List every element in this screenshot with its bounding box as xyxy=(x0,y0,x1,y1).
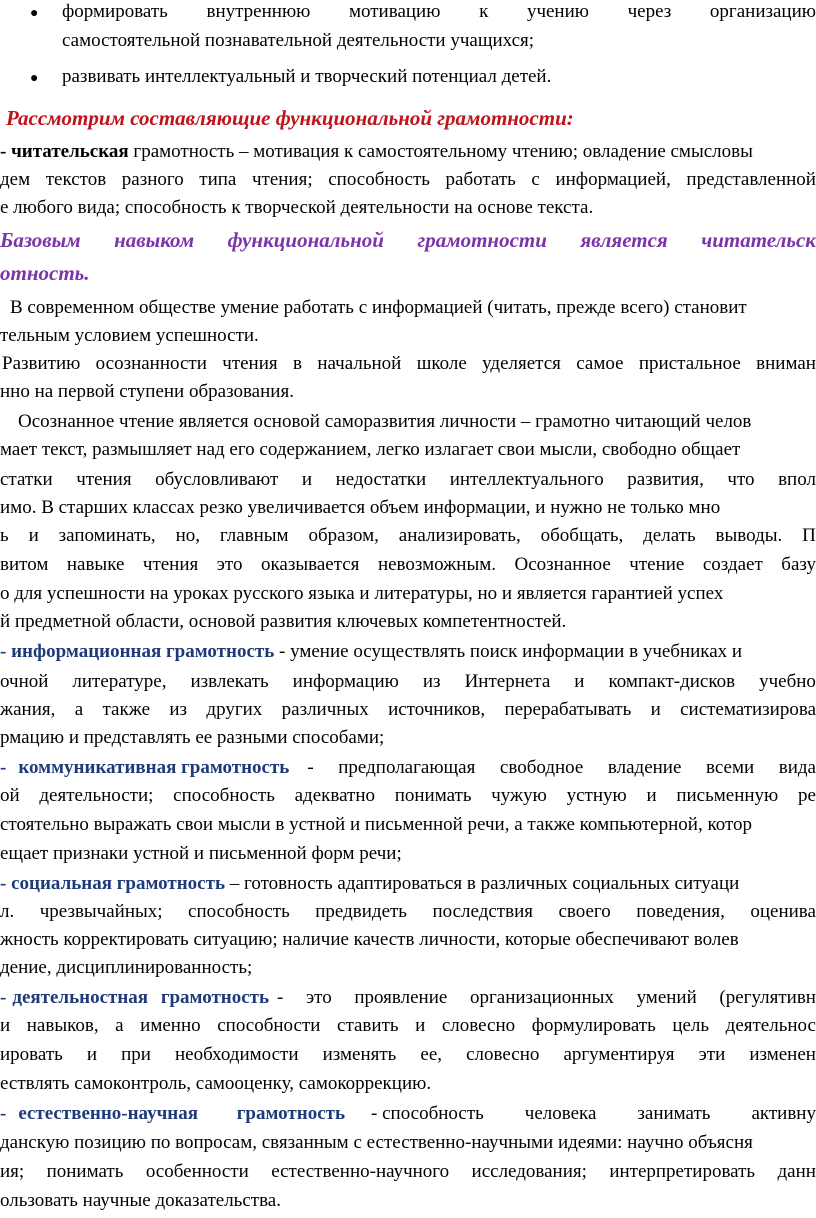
science-literacy-line-2: данскую позицию по вопросам, связанным с естественно-научными идеями: научно объясня xyxy=(0,1132,753,1153)
word: начальной xyxy=(317,353,402,374)
paragraph-1-line-2: тельным условием успешности. xyxy=(0,325,259,346)
word: словесно xyxy=(441,1015,516,1036)
word: вида xyxy=(778,757,816,778)
word: способность xyxy=(188,901,290,922)
paragraph-3-line-1: Осознанное чтение является основой саморазвития личности – грамотно читающий челов xyxy=(18,411,752,432)
word: витом xyxy=(0,554,49,575)
word: читательск xyxy=(701,228,816,252)
word: - способность xyxy=(371,1103,484,1124)
word: П xyxy=(802,525,816,546)
word: и xyxy=(0,1015,11,1036)
word: поведения, xyxy=(636,901,725,922)
word: делать xyxy=(643,525,696,546)
word: ее, xyxy=(420,1044,443,1065)
paragraph-3-line-8: й предметной области, основой развития ключевых компетентностей. xyxy=(0,611,567,632)
word: информацией, xyxy=(555,169,671,190)
word: деятельности; xyxy=(39,785,154,806)
paragraph-3-line-2: мает текст, размышляет над его содержанием, легко излагает свои мысли, свободно общает xyxy=(0,439,741,460)
reading-literacy-line-2 xyxy=(0,168,816,192)
word: разного xyxy=(121,169,184,190)
word: впол xyxy=(778,469,816,490)
word: деятельнос xyxy=(725,1015,816,1036)
social-literacy-line-1 xyxy=(0,872,739,896)
word: систематизирова xyxy=(680,699,816,720)
list-dash: - xyxy=(0,1103,7,1124)
section-heading: Рассмотрим составляющие функциональной грамотности: xyxy=(6,106,574,130)
word: занимать xyxy=(637,1103,711,1124)
word: последствия xyxy=(432,901,533,922)
word: перерабатывать xyxy=(504,699,632,720)
science-literacy-line-4: ользовать научные доказательства. xyxy=(0,1190,281,1211)
word: именно xyxy=(140,1015,201,1036)
word: через xyxy=(627,1,672,22)
word: изменен xyxy=(749,1044,816,1065)
word: недостатки xyxy=(335,469,427,490)
word: навыком xyxy=(114,228,195,252)
word: пристальное xyxy=(638,353,741,374)
word: активну xyxy=(751,1103,816,1124)
comm-literacy-line-4: ещает признаки устной и письменной форм речи; xyxy=(0,843,402,864)
word: с xyxy=(531,169,540,190)
word: навыке xyxy=(66,554,125,575)
word: Развитию xyxy=(2,353,81,374)
word: эти xyxy=(698,1044,726,1065)
word: анализировать, xyxy=(398,525,521,546)
reading-literacy-line-1 xyxy=(0,140,753,164)
word: понимать xyxy=(394,785,472,806)
word: организацию xyxy=(709,1,816,22)
social-literacy-line-4: дение, дисциплинированность; xyxy=(0,957,253,978)
info-literacy-line-1 xyxy=(0,640,742,664)
paragraph-1-line-1: В современном обществе умение работать с информацией (читать, прежде всего) становит xyxy=(10,297,747,318)
word: информацию xyxy=(292,671,399,692)
word: вниман xyxy=(756,353,816,374)
info-literacy-line-4: рмацию и представлять ее разными способами; xyxy=(0,727,385,748)
word: умений xyxy=(636,987,697,1008)
social-literacy-line-3: жность корректировать ситуацию; наличие качеств личности, которые обеспечивают волев xyxy=(0,929,739,950)
word: оценива xyxy=(750,901,816,922)
word: различных xyxy=(281,699,369,720)
word: словесно xyxy=(466,1044,540,1065)
word: это xyxy=(216,554,243,575)
definition-text: – готовность адаптироваться в различных социальных ситуаци xyxy=(229,873,740,894)
bullet-2-line-1: развивать интеллектуальный и творческий потенциал детей. xyxy=(62,66,552,87)
word: свободное xyxy=(499,757,584,778)
word: обобщать, xyxy=(540,525,624,546)
word: устную xyxy=(566,785,627,806)
word: обусловливают xyxy=(155,469,279,490)
word: очной xyxy=(0,671,49,692)
definition-text xyxy=(277,986,816,1010)
word: текстов xyxy=(45,169,107,190)
definition-text xyxy=(307,756,816,780)
paragraph-3-line-5 xyxy=(0,524,816,548)
word: к xyxy=(479,1,489,22)
word: школе xyxy=(416,353,467,374)
word: данн xyxy=(777,1161,816,1182)
word: выводы. xyxy=(715,525,783,546)
paragraph-3-line-7: о для успешности на уроках русского языка и литературы, но и является гарантией успех xyxy=(0,583,724,604)
term-communicative-literacy: коммуникативная грамотность xyxy=(18,757,290,778)
paragraph-3-line-3 xyxy=(0,468,816,492)
term-science-literacy: естественно-научная грамотность xyxy=(18,1103,346,1124)
word: создает xyxy=(702,554,763,575)
science-literacy-line-3 xyxy=(0,1160,816,1184)
word: исследования; xyxy=(471,1161,587,1182)
list-dash: - xyxy=(0,641,7,662)
term-social-literacy: социальная грамотность xyxy=(11,873,225,894)
word: извлекать xyxy=(190,671,269,692)
word: естественно-научного xyxy=(271,1161,450,1182)
science-literacy-line-1 xyxy=(0,1102,816,1126)
word: формулировать xyxy=(531,1015,656,1036)
word: образом, xyxy=(308,525,379,546)
paragraph-2-line-1 xyxy=(2,352,816,376)
paragraph-2-line-2: нно на первой ступени образования. xyxy=(0,381,294,402)
info-literacy-line-2 xyxy=(0,670,816,694)
word: необходимости xyxy=(175,1044,299,1065)
word: внутреннюю xyxy=(206,1,311,22)
list-dash: - xyxy=(0,757,7,778)
word: а xyxy=(115,1015,124,1036)
word: способность xyxy=(173,785,275,806)
word: и xyxy=(415,1015,426,1036)
info-literacy-line-3 xyxy=(0,698,816,722)
word: Базовым xyxy=(0,228,81,252)
word: своего xyxy=(558,901,611,922)
word: а xyxy=(74,699,84,720)
word: в xyxy=(293,353,302,374)
activity-literacy-line-1 xyxy=(0,986,816,1010)
word: ь xyxy=(0,525,9,546)
list-dash: - xyxy=(0,873,7,894)
word: письменную xyxy=(676,785,779,806)
word: предвидеть xyxy=(315,901,407,922)
social-literacy-line-2 xyxy=(0,900,816,924)
word: что xyxy=(727,469,755,490)
word: - xyxy=(307,757,314,778)
word: запоминать, xyxy=(58,525,156,546)
key-skill-heading-line-2: отность. xyxy=(0,261,90,285)
activity-literacy-line-2 xyxy=(0,1014,816,1038)
paragraph-3-line-4: имо. В старших классах резко увеличивается объем информации, и нужно не только мно xyxy=(0,497,721,518)
word: представленной xyxy=(686,169,816,190)
bullet-1-line-1 xyxy=(62,0,816,24)
word: функциональной xyxy=(227,228,384,252)
word: (регулятивн xyxy=(719,987,816,1008)
word: человека xyxy=(524,1103,597,1124)
word: базу xyxy=(781,554,816,575)
word: ре xyxy=(797,785,816,806)
word: чтения; xyxy=(251,169,313,190)
word: является xyxy=(580,228,668,252)
word: проявление xyxy=(354,987,448,1008)
word: это xyxy=(306,987,332,1008)
paragraph-3-line-6 xyxy=(0,553,816,577)
word: ия; xyxy=(0,1161,25,1182)
word: чужую xyxy=(491,785,547,806)
word: ставить xyxy=(337,1015,399,1036)
activity-literacy-line-4: ествлять самоконтроль, самооценку, самокоррекцию. xyxy=(0,1073,432,1094)
word: интеллектуального xyxy=(449,469,604,490)
word: литературе, xyxy=(72,671,167,692)
word: учебно xyxy=(759,671,816,692)
term-information-literacy: информационная грамотность xyxy=(11,641,275,662)
word: и xyxy=(86,1044,98,1065)
word: организационных xyxy=(469,987,614,1008)
word: аргументируя xyxy=(563,1044,675,1065)
word: жания, xyxy=(0,699,56,720)
word: других xyxy=(206,699,263,720)
comm-literacy-line-3: стоятельно выражать свои мысли в устной и письменной речи, а также компьютерной, котор xyxy=(0,814,753,835)
word: способность xyxy=(328,169,430,190)
word: формировать xyxy=(62,1,168,22)
comm-literacy-line-1 xyxy=(0,756,816,780)
word: особенности xyxy=(145,1161,249,1182)
word: работать xyxy=(445,169,516,190)
word: чрезвычайных; xyxy=(39,901,163,922)
list-dash: - xyxy=(0,987,7,1008)
word: невозможным. xyxy=(377,554,497,575)
word: цель xyxy=(672,1015,710,1036)
word: чтения xyxy=(76,469,132,490)
bullet-1-line-2: самостоятельной познавательной деятельности учащихся; xyxy=(62,30,535,51)
word: оказывается xyxy=(260,554,360,575)
word: ой xyxy=(0,785,20,806)
word: дем xyxy=(0,169,31,190)
word: способности xyxy=(217,1015,321,1036)
key-skill-heading-line-1 xyxy=(0,228,816,252)
word: адекватно xyxy=(294,785,375,806)
activity-literacy-line-3 xyxy=(0,1043,816,1067)
word: но, xyxy=(175,525,200,546)
word: учению xyxy=(526,1,589,22)
word: мотивацию xyxy=(348,1,441,22)
bullet-marker: ● xyxy=(30,6,39,21)
word: чтения xyxy=(142,554,199,575)
word: интерпретировать xyxy=(609,1161,756,1182)
word: всеми xyxy=(706,757,755,778)
word: ировать xyxy=(0,1044,63,1065)
word: уделяется xyxy=(482,353,561,374)
word: и xyxy=(650,699,661,720)
word: и xyxy=(574,671,585,692)
word: чтения xyxy=(222,353,278,374)
word: грамотности xyxy=(417,228,547,252)
definition-text xyxy=(371,1102,816,1126)
word: компакт-дисков xyxy=(608,671,736,692)
word: развития, xyxy=(627,469,704,490)
word: типа xyxy=(199,169,237,190)
word: самое xyxy=(576,353,624,374)
word: владение xyxy=(607,757,682,778)
word: при xyxy=(121,1044,151,1065)
word: главным xyxy=(219,525,289,546)
word: источников, xyxy=(388,699,486,720)
definition-text: - умение осуществлять поиск информации в учебниках и xyxy=(279,641,743,662)
word: из xyxy=(169,699,188,720)
word: чтение xyxy=(629,554,685,575)
word: осознанности xyxy=(95,353,207,374)
word: навыков, xyxy=(26,1015,99,1036)
word: и xyxy=(301,469,312,490)
word: л. xyxy=(0,901,15,922)
definition-text: грамотность – мотивация к самостоятельному чтению; овладение смысловы xyxy=(133,141,753,162)
word: Интернета xyxy=(464,671,551,692)
term-reading-literacy: читательская xyxy=(11,141,129,162)
word: статки xyxy=(0,469,53,490)
word: - xyxy=(277,987,284,1008)
word: понимать xyxy=(46,1161,124,1182)
word: также xyxy=(102,699,151,720)
word: изменять xyxy=(322,1044,397,1065)
word: и xyxy=(28,525,39,546)
word: предполагающая xyxy=(338,757,476,778)
reading-literacy-line-3: е любого вида; способность к творческой деятельности на основе текста. xyxy=(0,197,594,218)
word: и xyxy=(646,785,657,806)
list-dash: - xyxy=(0,141,7,162)
word: Осознанное xyxy=(514,554,611,575)
word: из xyxy=(422,671,441,692)
term-activity-literacy: деятельностная грамотность xyxy=(12,987,270,1008)
comm-literacy-line-2 xyxy=(0,784,816,808)
bullet-marker: ● xyxy=(30,71,39,86)
